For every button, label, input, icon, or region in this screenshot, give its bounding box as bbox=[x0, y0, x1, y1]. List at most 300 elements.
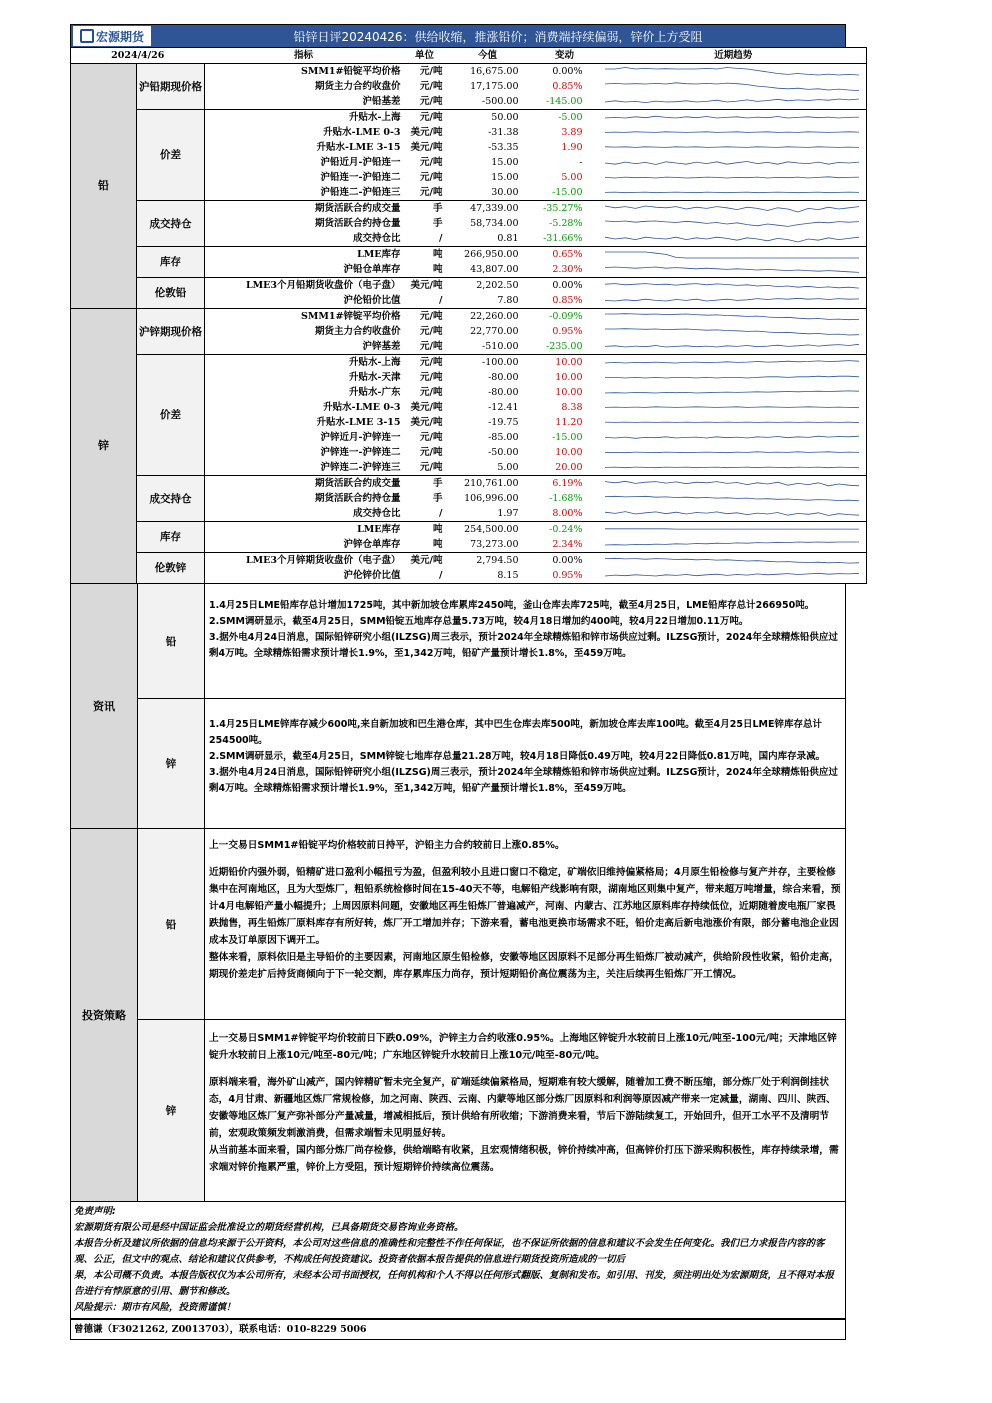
change-value: 5.00 bbox=[561, 171, 583, 183]
trend-line bbox=[605, 221, 859, 226]
trend-cell bbox=[601, 445, 867, 460]
indicator-name: LME3个月锌期货收盘价（电子盘） bbox=[205, 553, 403, 569]
today-value: 1.97 bbox=[497, 507, 519, 519]
indicator-name: 升贴水-LME 0-3 bbox=[323, 401, 401, 413]
trend-cell bbox=[601, 110, 867, 126]
unit: 元/吨 bbox=[403, 64, 447, 80]
today-value: 7.80 bbox=[497, 294, 519, 306]
subgroup-label: 成交持仓 bbox=[137, 476, 205, 522]
unit: 手 bbox=[432, 217, 443, 229]
trend-sparkline bbox=[601, 80, 863, 94]
indicator-name: 沪锌仓单库存 bbox=[343, 538, 401, 550]
trend-line bbox=[605, 511, 859, 515]
strategy-zinc-label: 锌 bbox=[138, 1020, 205, 1201]
metal-group-label: 锌 bbox=[71, 309, 137, 584]
trend-sparkline bbox=[601, 141, 863, 155]
trend-sparkline bbox=[601, 538, 863, 552]
trend-line bbox=[605, 406, 859, 407]
unit: 美元/吨 bbox=[403, 278, 447, 294]
trend-line bbox=[605, 146, 859, 147]
trend-sparkline bbox=[601, 431, 863, 445]
today-value: 50.00 bbox=[447, 110, 529, 126]
disclaimer-line: 果，本公司概不负责。本报告版权仅为本公司所有，未经本公司书面授权，任何机构和个人不得以任何形式翻版、复制和发布。如引用、刊发，须注明出处为宏源期货，且不得对本报告进行有悖原意的引用、删节和修改。 bbox=[74, 1270, 835, 1297]
today-value: -100.00 bbox=[447, 355, 529, 371]
trend-sparkline bbox=[601, 186, 863, 200]
trend-cell bbox=[601, 491, 867, 506]
trend-sparkline bbox=[601, 263, 863, 277]
unit: 吨 bbox=[403, 247, 447, 263]
unit: 美元/吨 bbox=[410, 401, 443, 413]
change-value: - bbox=[579, 156, 583, 168]
disclaimer-line: 风险提示：期市有风险，投资需谨慎！ bbox=[74, 1302, 236, 1313]
unit: / bbox=[439, 232, 443, 244]
trend-line bbox=[605, 116, 859, 118]
indicator-name: 沪铅基差 bbox=[362, 95, 401, 107]
indicator-name: 期货活跃合约持仓量 bbox=[314, 217, 401, 229]
today-value: 15.00 bbox=[491, 156, 519, 168]
trend-cell bbox=[601, 79, 867, 94]
change-value: 8.00% bbox=[552, 507, 583, 519]
today-value: 2,202.50 bbox=[447, 278, 529, 294]
change-value: -15.00 bbox=[552, 186, 583, 198]
unit: 元/吨 bbox=[420, 186, 443, 198]
indicator-name: 成交持仓比 bbox=[352, 232, 401, 244]
change-value: 1.90 bbox=[561, 141, 583, 153]
change-value: -145.00 bbox=[546, 95, 583, 107]
trend-cell bbox=[601, 476, 867, 492]
trend-line bbox=[605, 313, 859, 319]
indicator-name: 沪锌连二-沪锌连三 bbox=[320, 461, 401, 473]
indicator-name: 期货活跃合约成交量 bbox=[205, 201, 403, 217]
trend-sparkline bbox=[601, 492, 863, 506]
trend-cell bbox=[601, 522, 867, 538]
trend-sparkline bbox=[601, 461, 863, 475]
indicator-name: 沪铅仓单库存 bbox=[343, 263, 401, 275]
subgroup-label: 沪锌期现价格 bbox=[137, 309, 205, 355]
trend-cell bbox=[601, 247, 867, 263]
trend-sparkline bbox=[601, 401, 863, 415]
disclaimer bbox=[70, 1202, 846, 1319]
news-zinc-line: 1.4月25日LME锌库存减少600吨,来自新加坡和巴生港仓库，其中巴生仓库去库500吨，新加坡仓库去库100吨。截至4月25日LME锌库存总计254500吨。 bbox=[209, 719, 822, 746]
indicator-name: 升贴水-天津 bbox=[349, 371, 401, 383]
today-value: -50.00 bbox=[488, 446, 519, 458]
trend-cell bbox=[601, 64, 867, 80]
unit: 手 bbox=[403, 476, 447, 492]
trend-sparkline bbox=[601, 126, 863, 140]
trend-sparkline bbox=[601, 171, 863, 185]
trend-cell bbox=[601, 430, 867, 445]
trend-line bbox=[605, 422, 859, 423]
today-value: 30.00 bbox=[491, 186, 519, 198]
trend-line bbox=[605, 542, 859, 545]
indicator-row bbox=[71, 355, 867, 371]
change-value: -0.09% bbox=[529, 309, 601, 325]
change-value: 10.00 bbox=[529, 355, 601, 371]
unit: 美元/吨 bbox=[410, 416, 443, 428]
subgroup-label: 库存 bbox=[137, 247, 205, 278]
trend-cell bbox=[601, 231, 867, 247]
unit: 元/吨 bbox=[420, 461, 443, 473]
indicator-name: 沪伦锌价比值 bbox=[205, 568, 403, 584]
unit: / bbox=[403, 568, 447, 584]
trend-line bbox=[605, 192, 859, 193]
trend-line bbox=[605, 176, 859, 177]
today-value: 73,273.00 bbox=[470, 538, 519, 550]
news-lead-line: 3.据外电4月24日消息，国际铅锌研究小组(ILZSG)周三表示，预计2024年全球精炼铅和锌市场供应过剩。ILZSG预计，2024年全球精炼铅供应过剩4万吨。全球精炼铅需求预计增长1.9%，至1,342万吨，铅矿产量预计增长1.8%，至459万吨。 bbox=[209, 632, 838, 659]
col-today: 今值 bbox=[447, 48, 529, 64]
strategy-section bbox=[70, 829, 846, 1202]
indicator-name: 沪铅连一-沪铅连二 bbox=[320, 171, 401, 183]
trend-sparkline bbox=[601, 554, 863, 568]
news-label: 资讯 bbox=[71, 584, 138, 828]
metal-group-label: 铅 bbox=[71, 64, 137, 309]
strategy-lead-para: 整体来看，原料依旧是主导铅价的主要因素，河南地区原生铅检修，安徽等地区因原料不足部分再生铅炼厂被动减产，供给阶段性收紧，铅价走高，期现价差走扩后持货商倾向于下一轮交割，库存累库压力尚存，预计短期铅价高位震荡为主，关注后续再生铅炼厂开工情况。 bbox=[209, 952, 839, 980]
unit: 吨 bbox=[403, 522, 447, 538]
change-value: -5.00 bbox=[529, 110, 601, 126]
indicator-row bbox=[71, 278, 867, 294]
disclaimer-line: 宏源期货有限公司是经中国证监会批准设立的期货经营机构，已具备期货交易咨询业务资格。 bbox=[74, 1222, 464, 1233]
indicator-row bbox=[71, 247, 867, 263]
trend-cell bbox=[601, 262, 867, 278]
trend-sparkline bbox=[601, 156, 863, 170]
change-value: 10.00 bbox=[555, 386, 583, 398]
contact-line: 曾德谦（F3021262, Z0013703），联系电话：010-8229 5006 bbox=[70, 1319, 846, 1340]
trend-line bbox=[605, 67, 859, 75]
indicator-name: 升贴水-LME 3-15 bbox=[316, 416, 401, 428]
trend-line bbox=[605, 82, 859, 90]
trend-line bbox=[605, 558, 859, 563]
unit: 元/吨 bbox=[403, 110, 447, 126]
unit: 元/吨 bbox=[403, 355, 447, 371]
change-value: 0.95% bbox=[552, 325, 583, 337]
col-unit: 单位 bbox=[403, 48, 447, 64]
today-value: 106,996.00 bbox=[464, 492, 519, 504]
today-value: 5.00 bbox=[497, 461, 519, 473]
unit: 美元/吨 bbox=[410, 126, 443, 138]
news-section bbox=[70, 584, 846, 829]
trend-line bbox=[605, 298, 859, 301]
unit: 元/吨 bbox=[420, 156, 443, 168]
trend-cell bbox=[601, 370, 867, 385]
trend-cell bbox=[601, 309, 867, 325]
trend-cell bbox=[601, 460, 867, 476]
unit: 元/吨 bbox=[420, 340, 443, 352]
report-page bbox=[70, 24, 846, 1340]
unit: 元/吨 bbox=[420, 386, 443, 398]
subgroup-label: 伦敦锌 bbox=[137, 553, 205, 584]
subgroup-label: 沪铅期现价格 bbox=[137, 64, 205, 110]
trend-sparkline bbox=[601, 202, 863, 216]
subgroup-label: 成交持仓 bbox=[137, 201, 205, 247]
indicator-name: 升贴水-上海 bbox=[205, 355, 403, 371]
indicator-name: LME库存 bbox=[205, 247, 403, 263]
change-value: -1.68% bbox=[549, 492, 583, 504]
trend-sparkline bbox=[601, 386, 863, 400]
indicator-row bbox=[71, 522, 867, 538]
trend-cell bbox=[601, 324, 867, 339]
indicator-name: 期货主力合约收盘价 bbox=[314, 325, 401, 337]
trend-sparkline bbox=[601, 416, 863, 430]
trend-cell bbox=[601, 355, 867, 371]
today-value: 2,794.50 bbox=[447, 553, 529, 569]
indicator-row bbox=[71, 64, 867, 80]
today-value: -53.35 bbox=[488, 141, 519, 153]
today-value: 43,807.00 bbox=[470, 263, 519, 275]
change-value: 10.00 bbox=[555, 446, 583, 458]
indicator-name: 升贴水-上海 bbox=[205, 110, 403, 126]
subgroup-label: 价差 bbox=[137, 355, 205, 476]
trend-sparkline bbox=[601, 310, 863, 324]
indicator-name: 沪铅近月-沪铅连一 bbox=[320, 156, 401, 168]
trend-sparkline bbox=[601, 111, 863, 125]
strategy-zinc bbox=[138, 1020, 845, 1201]
change-value: 0.65% bbox=[529, 247, 601, 263]
today-value: 16,675.00 bbox=[447, 64, 529, 80]
indicator-row bbox=[71, 553, 867, 569]
indicator-row bbox=[71, 201, 867, 217]
trend-line bbox=[605, 451, 859, 452]
strategy-lead-para: 近期铅价内强外弱，铅精矿进口盈利小幅扭亏为盈，但盈利较小且进口窗口不稳定，矿端依旧维持偏紧格局；4月原生铅检修与复产并存，主要检修集中在河南地区，且为大型炼厂，粗铅系统检修时间在15-40天不等，电解铅产线影响有限，湖南地区则集中复产，带来超万吨增量，综合来看，预计4月电解铅产量小幅提升；上周因原料问题，安徽地区再生铅炼厂普遍减产，河南、内蒙古、江苏地区原料库存持续低位，近期随着废电瓶厂家畏跌抛售，再生铅炼厂原料库存有所好转，炼厂开工增加并存；下游来看，蓄电池更换市场需求不旺，铅价走高后新电池涨价有限，部分蓄电池企业因成本及订单原因下调开工。 bbox=[209, 867, 841, 946]
unit: 元/吨 bbox=[420, 171, 443, 183]
change-value: -15.00 bbox=[552, 431, 583, 443]
change-value: 11.20 bbox=[555, 416, 583, 428]
change-value: -0.24% bbox=[529, 522, 601, 538]
today-value: 22,260.00 bbox=[447, 309, 529, 325]
change-value: -5.28% bbox=[549, 217, 583, 229]
trend-line bbox=[605, 481, 859, 486]
logo-text: 宏源期货 bbox=[95, 29, 144, 44]
trend-line bbox=[605, 99, 859, 103]
change-value: -35.27% bbox=[529, 201, 601, 217]
indicator-row bbox=[71, 309, 867, 325]
col-trend: 近期趋势 bbox=[601, 48, 867, 64]
trend-cell bbox=[601, 537, 867, 553]
trend-cell bbox=[601, 170, 867, 185]
trend-line bbox=[605, 161, 859, 164]
change-value: 2.30% bbox=[552, 263, 583, 275]
unit: 元/吨 bbox=[420, 446, 443, 458]
today-value: 210,761.00 bbox=[447, 476, 529, 492]
trend-sparkline bbox=[601, 356, 863, 370]
indicator-name: LME库存 bbox=[205, 522, 403, 538]
change-value: -31.66% bbox=[543, 232, 583, 244]
unit: / bbox=[439, 294, 443, 306]
trend-sparkline bbox=[601, 279, 863, 293]
unit: / bbox=[439, 507, 443, 519]
unit: 元/吨 bbox=[420, 325, 443, 337]
trend-cell bbox=[601, 568, 867, 584]
trend-sparkline bbox=[601, 294, 863, 308]
report-title: 铅锌日评20240426：供给收缩，推涨铅价；消费端持续偏弱，锌价上方受阻 bbox=[293, 29, 703, 44]
subgroup-label: 伦敦铅 bbox=[137, 278, 205, 309]
unit: 元/吨 bbox=[420, 431, 443, 443]
trend-cell bbox=[601, 155, 867, 170]
indicator-name: 沪锌基差 bbox=[362, 340, 401, 352]
disclaimer-title: 免责声明: bbox=[74, 1206, 116, 1217]
report-date: 2024/4/26 bbox=[71, 48, 205, 64]
indicator-name: 沪铅连二-沪铅连三 bbox=[320, 186, 401, 198]
indicator-name: 升贴水-LME 3-15 bbox=[316, 141, 401, 153]
indicator-name: SMM1#锌锭平均价格 bbox=[205, 309, 403, 325]
trend-sparkline bbox=[601, 446, 863, 460]
news-zinc-label: 锌 bbox=[138, 699, 205, 828]
today-value: -19.75 bbox=[488, 416, 519, 428]
news-zinc bbox=[138, 699, 845, 828]
news-lead bbox=[138, 584, 845, 699]
today-value: 17,175.00 bbox=[470, 80, 519, 92]
unit: 手 bbox=[403, 201, 447, 217]
news-lead-line: 1.4月25日LME铅库存总计增加1725吨，其中新加坡仓库累库2450吨，釜山仓库去库725吨，截至4月25日，LME铅库存总计266950吨。 bbox=[209, 600, 815, 611]
trend-sparkline bbox=[601, 232, 863, 246]
indicator-name: 沪伦铅价比值 bbox=[343, 294, 401, 306]
trend-cell bbox=[601, 125, 867, 140]
trend-cell bbox=[601, 553, 867, 569]
indicator-name: 沪锌近月-沪锌连一 bbox=[320, 431, 401, 443]
trend-sparkline bbox=[601, 217, 863, 231]
today-value: -80.00 bbox=[488, 386, 519, 398]
change-value: 0.85% bbox=[552, 80, 583, 92]
trend-line bbox=[605, 237, 859, 242]
trend-sparkline bbox=[601, 569, 863, 583]
today-value: 254,500.00 bbox=[447, 522, 529, 538]
trend-sparkline bbox=[601, 340, 863, 354]
trend-cell bbox=[601, 293, 867, 309]
trend-sparkline bbox=[601, 95, 863, 109]
column-header-row bbox=[71, 48, 867, 64]
indicator-name: 期货活跃合约持仓量 bbox=[314, 492, 401, 504]
indicator-name: 成交持仓比 bbox=[352, 507, 401, 519]
trend-cell bbox=[601, 278, 867, 294]
today-value: 15.00 bbox=[491, 171, 519, 183]
today-value: 266,950.00 bbox=[447, 247, 529, 263]
strategy-zinc-para: 从当前基本面来看，国内部分炼厂尚存检修，供给端略有收紧，且宏观情绪积极，锌价持续冲高，但高锌价打压下游采购积极性，库存持续录增，需求端对锌价拖累严重，锌价上方受阻，预计短期锌价持续高位震荡。 bbox=[209, 1145, 839, 1173]
trend-line bbox=[605, 436, 859, 438]
col-change: 变动 bbox=[529, 48, 601, 64]
today-value: -500.00 bbox=[482, 95, 519, 107]
trend-cell bbox=[601, 400, 867, 415]
indicator-name: SMM1#铅锭平均价格 bbox=[205, 64, 403, 80]
trend-line bbox=[605, 252, 859, 258]
unit: 元/吨 bbox=[420, 80, 443, 92]
indicator-name: 期货活跃合约成交量 bbox=[205, 476, 403, 492]
change-value: 3.89 bbox=[561, 126, 583, 138]
change-value: 0.95% bbox=[529, 568, 601, 584]
today-value: -31.38 bbox=[488, 126, 519, 138]
company-logo bbox=[73, 26, 151, 46]
news-zinc-line: 2.SMM调研显示，截至4月25日，SMM锌锭七地库存总量21.28万吨，较4月18日降低0.49万吨，较4月22日降低0.81万吨，国内库存录减。 bbox=[209, 751, 826, 762]
change-value: -235.00 bbox=[546, 340, 583, 352]
strategy-label: 投资策略 bbox=[71, 829, 138, 1201]
trend-line bbox=[605, 467, 859, 468]
change-value: 6.19% bbox=[529, 476, 601, 492]
news-zinc-line: 3.据外电4月24日消息，国际铅锌研究小组(ILZSG)周三表示，预计2024年全球精炼铅和锌市场供应过剩。ILZSG预计，2024年全球精炼铅供应过剩4万吨。全球精炼铅需求预计增长1.9%，至1,342万吨，铅矿产量预计增长1.8%，至459万吨。 bbox=[209, 767, 838, 794]
subgroup-label: 库存 bbox=[137, 522, 205, 553]
indicator-name: 升贴水-LME 0-3 bbox=[323, 126, 401, 138]
change-value: 20.00 bbox=[555, 461, 583, 473]
trend-line bbox=[605, 360, 859, 362]
trend-cell bbox=[601, 385, 867, 400]
unit: 吨 bbox=[432, 263, 443, 275]
news-lead-line: 2.SMM调研显示，截至4月25日，SMM铅锭五地库存总量5.73万吨，较4月18日增加约400吨，较4月22日增加0.11万吨。 bbox=[209, 616, 749, 627]
subgroup-label: 价差 bbox=[137, 110, 205, 201]
change-value: 0.00% bbox=[529, 64, 601, 80]
trend-line bbox=[605, 206, 859, 212]
indicator-name: 期货主力合约收盘价 bbox=[314, 80, 401, 92]
trend-sparkline bbox=[601, 371, 863, 385]
strategy-lead bbox=[138, 829, 845, 1020]
trend-sparkline bbox=[601, 65, 863, 79]
trend-sparkline bbox=[601, 477, 863, 491]
change-value: 0.85% bbox=[552, 294, 583, 306]
news-lead-label: 铅 bbox=[138, 584, 205, 698]
report-header bbox=[70, 24, 846, 47]
change-value: 2.34% bbox=[552, 538, 583, 550]
trend-line bbox=[605, 283, 859, 288]
change-value: 0.00% bbox=[529, 553, 601, 569]
logo-icon bbox=[80, 29, 94, 43]
today-value: 58,734.00 bbox=[470, 217, 519, 229]
unit: 元/吨 bbox=[420, 371, 443, 383]
change-value: 0.00% bbox=[529, 278, 601, 294]
today-value: -85.00 bbox=[488, 431, 519, 443]
trend-cell bbox=[601, 140, 867, 155]
unit: 吨 bbox=[432, 538, 443, 550]
trend-sparkline bbox=[601, 523, 863, 537]
today-value: 22,770.00 bbox=[470, 325, 519, 337]
unit: 美元/吨 bbox=[410, 141, 443, 153]
unit: 手 bbox=[432, 492, 443, 504]
trend-sparkline bbox=[601, 325, 863, 339]
indicator-row bbox=[71, 110, 867, 126]
indicator-name: 升贴水-广东 bbox=[349, 386, 401, 398]
trend-sparkline bbox=[601, 248, 863, 262]
today-value: 8.15 bbox=[447, 568, 529, 584]
disclaimer-line: 本报告分析及建议所依据的信息均来源于公开资料，本公司对这些信息的准确性和完整性不作任何保证，也不保证所依据的信息和建议不会发生任何变化。我们已力求报告内容的客观、公正，但文中的观点、结论和建议仅供参考，不构成任何投资建议。投资者依据本报告提供的信息进行期货投资所造成的一切后 bbox=[74, 1238, 825, 1265]
unit: 美元/吨 bbox=[403, 553, 447, 569]
trend-line bbox=[605, 267, 859, 272]
today-value: 0.81 bbox=[497, 232, 519, 244]
change-value: 10.00 bbox=[555, 371, 583, 383]
trend-line bbox=[605, 496, 859, 501]
trend-line bbox=[605, 344, 859, 347]
strategy-lead-para: 上一交易日SMM1#铅锭平均价格较前日持平，沪铅主力合约较前日上涨0.85%。 bbox=[209, 840, 565, 851]
today-value: -80.00 bbox=[488, 371, 519, 383]
change-value: 8.38 bbox=[561, 401, 583, 413]
strategy-lead-label: 铅 bbox=[138, 829, 205, 1019]
today-value: 47,339.00 bbox=[447, 201, 529, 217]
trend-cell bbox=[601, 506, 867, 522]
trend-cell bbox=[601, 216, 867, 231]
trend-cell bbox=[601, 201, 867, 217]
trend-cell bbox=[601, 94, 867, 110]
trend-sparkline bbox=[601, 507, 863, 521]
indicator-table bbox=[70, 47, 867, 584]
trend-line bbox=[605, 328, 859, 334]
today-value: -12.41 bbox=[488, 401, 519, 413]
today-value: -510.00 bbox=[482, 340, 519, 352]
trend-line bbox=[605, 390, 859, 392]
unit: 元/吨 bbox=[403, 309, 447, 325]
strategy-zinc-para: 上一交易日SMM1#锌锭平均价较前日下跌0.09%，沪锌主力合约收涨0.95%。上海地区锌锭升水较前日上涨10元/吨至-100元/吨；天津地区锌锭升水较前日上涨10元/吨至-80元/吨；广东地区锌锭升水较前日上涨10元/吨至-80元/吨。 bbox=[209, 1033, 837, 1061]
strategy-zinc-para: 原料端来看，海外矿山减产，国内锌精矿暂未完全复产，矿端延续偏紧格局，短期难有较大缓解，随着加工费不断压缩，部分炼厂处于利润倒挂状态，4月甘肃、新疆地区炼厂常规检修，加之河南、陕西、云南、内蒙等地区部分炼厂因原料和利润等原因减产带来一定减量，湖南、四川、陕西、安徽等地区炼厂复产弥补部分产量减量，增减相抵后，预计供给有所收缩；下游消费来看，节后下游陆续复工，开始回升，但开工水平不及清明节前，宏观政策频发刺激消费，但需求端暂未见明显好转。 bbox=[209, 1077, 836, 1139]
col-indicator: 指标 bbox=[205, 48, 403, 64]
trend-cell bbox=[601, 185, 867, 201]
indicator-name: LME3个月铅期货收盘价（电子盘） bbox=[205, 278, 403, 294]
unit: 元/吨 bbox=[420, 95, 443, 107]
trend-cell bbox=[601, 339, 867, 355]
trend-line bbox=[605, 376, 859, 378]
indicator-name: 沪锌连一-沪锌连二 bbox=[320, 446, 401, 458]
